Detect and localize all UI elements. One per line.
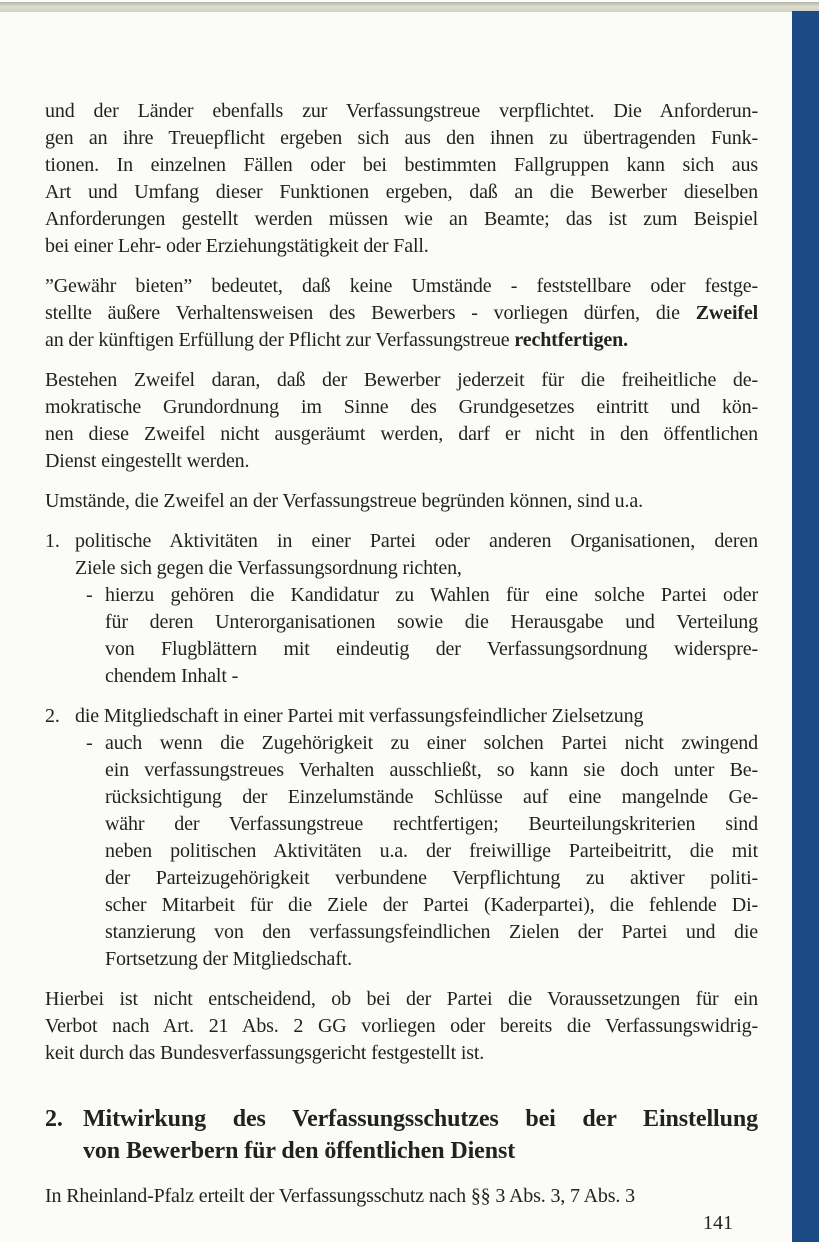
section-heading xyxy=(45,1103,758,1167)
sub-list-item xyxy=(75,730,758,973)
sub-item-body xyxy=(105,582,758,690)
text-line: scher Mitarbeit für die Ziele der Partei (Kaderpartei), die fehlende Di- xyxy=(105,894,758,916)
paragraph xyxy=(45,488,758,515)
text-line: Art und Umfang dieser Funktionen ergeben, daß an die Bewerber dieselben xyxy=(45,181,758,203)
page-body-text xyxy=(45,98,758,1223)
text-line: der Parteizugehörigkeit verbundene Verpflichtung zu aktiver politi- xyxy=(105,867,758,889)
paragraph xyxy=(45,98,758,260)
text-line: nen diese Zweifel nicht ausgeräumt werden, darf er nicht in den öffentlichen xyxy=(45,423,758,445)
text-line: tionen. In einzelnen Fällen oder bei bestimmten Fallgruppen kann sich aus xyxy=(45,154,758,176)
section-heading-number: 2. xyxy=(45,1106,63,1132)
text-line: keit durch das Bundesverfassungsgericht festgestellt ist. xyxy=(45,1042,485,1064)
text-line: Fortsetzung der Mitgliedschaft. xyxy=(105,948,352,970)
text-line: Verbot nach Art. 21 Abs. 2 GG vorliegen oder bereits die Verfassungswidrig- xyxy=(45,1015,758,1037)
text-line: Mitwirkung des Verfassungsschutzes bei der Einstellung xyxy=(83,1106,758,1132)
sub-item-body xyxy=(105,730,758,973)
list-item xyxy=(45,528,758,690)
section-heading-text xyxy=(83,1103,758,1167)
text-line: Umstände, die Zweifel an der Verfassungstreue begründen können, sind u.a. xyxy=(45,490,643,512)
text-line: für deren Unterorganisationen sowie die Herausgabe und Verteilung xyxy=(105,611,758,633)
page-number: 141 xyxy=(703,1212,733,1234)
text-line: politische Aktivitäten in einer Partei oder anderen Organisationen, deren xyxy=(75,530,758,552)
text-line: stellte äußere Verhaltensweisen des Bewerbers - vorliegen dürfen, die Zweifel xyxy=(45,302,758,324)
text-line: Anforderungen gestellt werden müssen wie an Beamte; das ist zum Beispiel xyxy=(45,208,758,230)
text-line: stanzierung von den verfassungsfeindlichen Zielen der Partei und die xyxy=(105,921,758,943)
paragraph xyxy=(45,986,758,1067)
text-line: chendem Inhalt - xyxy=(105,665,239,687)
sub-list-item xyxy=(75,582,758,690)
list-item-marker: 1. xyxy=(45,530,60,552)
text-line: mokratische Grundordnung im Sinne des Grundgesetzes eintritt und kön- xyxy=(45,396,758,418)
text-line: gen an ihre Treuepflicht ergeben sich aus den ihnen zu übertragenden Funk- xyxy=(45,127,758,149)
text-line: und der Länder ebenfalls zur Verfassungstreue verpflichtet. Die Anforderun- xyxy=(45,100,758,122)
text-line: hierzu gehören die Kandidatur zu Wahlen für eine solche Partei oder xyxy=(105,584,758,606)
list-item-marker: 2. xyxy=(45,705,60,727)
text-line: an der künftigen Erfüllung der Pflicht zur Verfassungstreue rechtfertigen. xyxy=(45,329,628,351)
text-line: die Mitgliedschaft in einer Partei mit verfassungsfeindlicher Zielsetzung xyxy=(75,705,644,727)
text-line: Dienst eingestellt werden. xyxy=(45,450,250,472)
text-line: von Bewerbern für den öffentlichen Dienst xyxy=(83,1138,516,1164)
text-line: ”Gewähr bieten” bedeutet, daß keine Umstände - feststellbare oder festge- xyxy=(45,275,758,297)
text-line: Ziele sich gegen die Verfassungsordnung richten, xyxy=(75,557,462,579)
paragraph xyxy=(45,367,758,475)
text-line: Bestehen Zweifel daran, daß der Bewerber jederzeit für die freiheitliche de- xyxy=(45,369,758,391)
list-item-body xyxy=(75,703,758,973)
list-item xyxy=(45,703,758,973)
text-line: In Rheinland-Pfalz erteilt der Verfassungsschutz nach §§ 3 Abs. 3, 7 Abs. 3 xyxy=(45,1185,635,1207)
paragraph xyxy=(45,273,758,354)
text-line: rücksichtigung der Einzelumstände Schlüsse auf eine mangelnde Ge- xyxy=(105,786,758,808)
text-line: neben politischen Aktivitäten u.a. der freiwillige Parteibeitritt, die mit xyxy=(105,840,758,862)
top-edge-band xyxy=(0,2,819,12)
list-item-body xyxy=(75,528,758,690)
sub-item-marker: - xyxy=(86,584,93,606)
text-line: von Flugblättern mit eindeutig der Verfassungsordnung widerspre- xyxy=(105,638,758,660)
text-line: währ der Verfassungstreue rechtfertigen; Beurteilungskriterien sind xyxy=(105,813,758,835)
text-line: Hierbei ist nicht entscheidend, ob bei der Partei die Voraussetzungen für ein xyxy=(45,988,758,1010)
text-line: auch wenn die Zugehörigkeit zu einer solchen Partei nicht zwingend xyxy=(105,732,758,754)
right-edge-accent-band xyxy=(792,11,819,1242)
sub-item-marker: - xyxy=(86,732,93,754)
paragraph xyxy=(45,1183,758,1210)
text-line: bei einer Lehr- oder Erziehungstätigkeit der Fall. xyxy=(45,235,429,257)
text-line: ein verfassungstreues Verhalten ausschließt, so kann sie doch unter Be- xyxy=(105,759,758,781)
